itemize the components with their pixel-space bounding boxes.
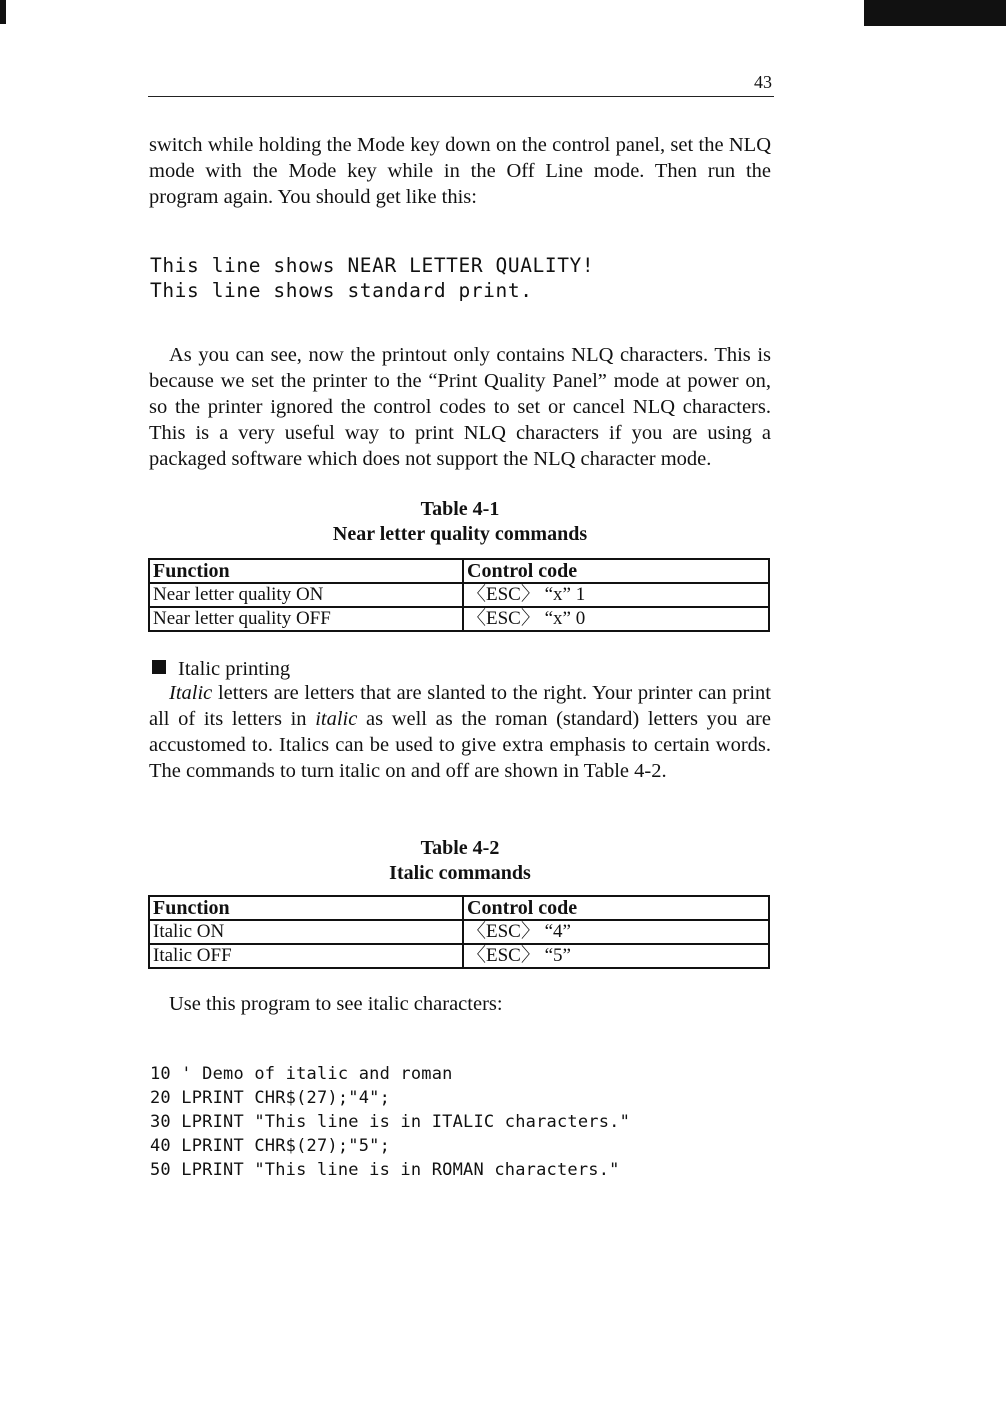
table-header-cell: Function [149, 896, 463, 920]
section-heading-text: Italic printing [178, 658, 291, 680]
square-bullet-icon [152, 660, 166, 674]
italic-paragraph [149, 680, 771, 784]
italic-paragraph-text: letters are letters that are slanted to the right. Your printer can print all of its letters in [149, 682, 771, 730]
sample-output-line: This line shows standard print. [150, 279, 533, 302]
table1 [148, 558, 770, 632]
table-header-row [149, 896, 769, 920]
italic-inline-word: italic [315, 708, 358, 730]
section-heading [152, 656, 290, 682]
program-line: 20 LPRINT CHR$(27);"4"; [150, 1088, 391, 1108]
explanation-paragraph: As you can see, now the printout only contains NLQ characters. This is because we set the printer to the “Print Quality Panel” mode at power on, so the printer ignored the control codes to set or cancel NLQ characters. This is a very useful way to print NLQ characters if you are using a packaged software which does not support the NLQ character mode. [149, 344, 771, 470]
table-cell: 〈ESC〉 “x” 1 [463, 583, 769, 607]
table-cell: 〈ESC〉 “4” [463, 920, 769, 944]
program-line: 30 LPRINT "This line is in ITALIC characters." [150, 1112, 631, 1132]
program-line: 10 ' Demo of italic and roman [150, 1064, 453, 1084]
table1-number: Table 4-1 [420, 498, 500, 520]
program-line: 40 LPRINT CHR$(27);"5"; [150, 1136, 391, 1156]
table-cell: 〈ESC〉 “5” [463, 944, 769, 968]
table2-title: Italic commands [389, 862, 531, 884]
table-header-row [149, 559, 769, 583]
table1-title: Near letter quality commands [332, 523, 588, 545]
italic-paragraph-text: as well as the roman (standard) letters you are accustomed to. Italics can be used to give extra emphasis to certain words. The commands to turn italic on and off are shown in Table 4-2. [149, 708, 771, 782]
table-cell: Italic ON [149, 920, 463, 944]
scan-edge-mark-left [0, 0, 6, 24]
italic-lead-word: Italic [169, 682, 213, 704]
table-header-cell: Control code [463, 896, 769, 920]
header-rule [148, 96, 774, 97]
program-listing [150, 1062, 630, 1182]
table-row [149, 944, 769, 968]
table2-number: Table 4-2 [420, 837, 500, 859]
intro-paragraph: switch while holding the Mode key down on the control panel, set the NLQ mode with the Mode key while in the Off Line mode. Then run the program again. You should get like this: [149, 134, 771, 208]
program-line: 50 LPRINT "This line is in ROMAN characters." [150, 1160, 620, 1180]
table-cell: Near letter quality OFF [149, 607, 463, 631]
table-row [149, 583, 769, 607]
table-header-cell: Function [149, 559, 463, 583]
sample-output-line: This line shows NEAR LETTER QUALITY! [150, 254, 595, 277]
scan-edge-mark-right [864, 0, 1006, 26]
table-cell: Near letter quality ON [149, 583, 463, 607]
program-intro: Use this program to see italic characters: [169, 993, 503, 1015]
table-cell: 〈ESC〉 “x” 0 [463, 607, 769, 631]
table-row [149, 607, 769, 631]
page-number: 43 [754, 72, 772, 92]
table2-caption [148, 836, 772, 886]
table2 [148, 895, 770, 969]
sample-output [150, 253, 594, 303]
table1-caption [148, 497, 772, 547]
table-cell: Italic OFF [149, 944, 463, 968]
table-header-cell: Control code [463, 559, 769, 583]
table-row [149, 920, 769, 944]
